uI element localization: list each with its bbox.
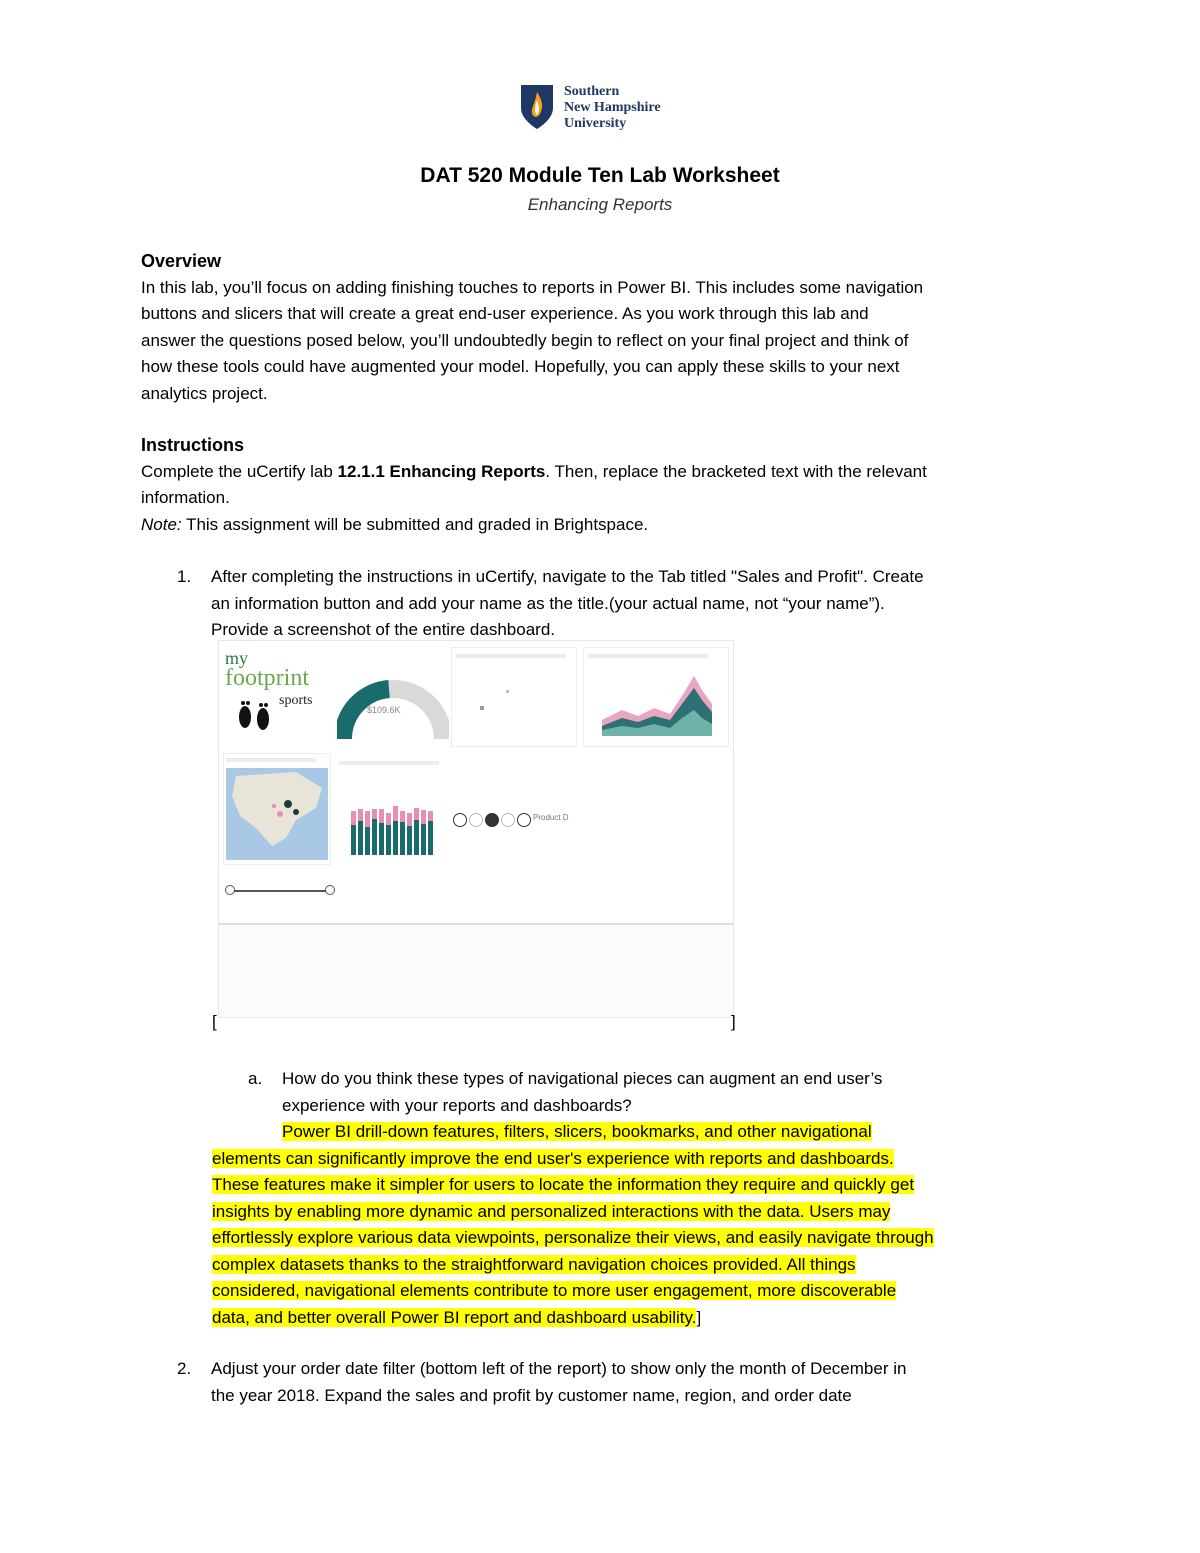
instructions-heading: Instructions xyxy=(141,435,245,455)
close-bracket: ] xyxy=(731,1012,736,1031)
slicer-button[interactable] xyxy=(501,813,515,827)
question-line: the year 2018. Expand the sales and profit by customer name, region, and order date xyxy=(211,1385,852,1405)
footprint-logo-my: my xyxy=(225,648,249,668)
instructions-line xyxy=(141,459,1071,486)
slider-track xyxy=(229,890,329,892)
overview-line: In this lab, you’ll focus on adding finishing touches to reports in Power BI. This includes some navigation xyxy=(141,277,924,297)
overview-line: answer the questions posed below, you’ll undoubtedly begin to reflect on your final project and think of xyxy=(141,330,909,350)
instructions-text: . Then, replace the bracketed text with the relevant xyxy=(545,461,927,481)
north-america-map xyxy=(226,768,328,860)
answer-line xyxy=(212,1225,1072,1252)
slicer-button[interactable] xyxy=(485,813,499,827)
logo-line-2: New Hampshire xyxy=(564,100,661,115)
gauge-value: $109.6K xyxy=(367,705,401,715)
bar-segment xyxy=(358,809,363,821)
bar-segment xyxy=(414,808,419,820)
overview-line: how these tools could have augmented your model. Hopefully, you can apply these skills to your next xyxy=(141,357,900,376)
answer-highlight: elements can significantly improve the end user's experience with reports and dashboards. xyxy=(212,1148,894,1168)
question-line: an information button and add your name as the title.(your actual name, not “your name”). xyxy=(211,593,885,613)
question-line: Adjust your order date filter (bottom left of the report) to show only the month of December in xyxy=(211,1359,907,1378)
overview-line: buttons and slicers that will create a great end-user experience. As you work through this lab and xyxy=(141,304,869,323)
answer-highlight: considered, navigational elements contribute to more user engagement, more discoverable xyxy=(212,1281,897,1300)
page-title: DAT 520 Module Ten Lab Worksheet xyxy=(420,164,780,187)
answer-text[interactable] xyxy=(212,1119,1072,1331)
scatter-point xyxy=(506,690,509,693)
bar-segment xyxy=(421,824,426,855)
note-label: Note: xyxy=(141,514,182,534)
question-number: 2. xyxy=(177,1359,192,1378)
footprint-logo xyxy=(225,649,335,735)
footprint-logo-word: footprint xyxy=(225,665,309,691)
scatter-panel xyxy=(451,647,577,747)
logo-wordmark xyxy=(564,84,661,132)
answer-line xyxy=(212,1146,1072,1173)
bar-segment xyxy=(372,809,377,819)
footprint-logo-sports: sports xyxy=(279,693,313,708)
overview-heading: Overview xyxy=(141,251,222,271)
logo-line-3: University xyxy=(564,116,627,131)
date-slider[interactable] xyxy=(229,885,329,897)
dashboard-screenshot xyxy=(218,640,734,1018)
answer-line xyxy=(212,1252,1072,1279)
bar-segment xyxy=(379,809,384,823)
slicer-buttons xyxy=(453,813,593,833)
bar-segment xyxy=(372,819,377,855)
bar-segment xyxy=(400,822,405,855)
question-line: How do you think these types of navigational pieces can augment an end user’s xyxy=(282,1069,883,1088)
question-number: 1. xyxy=(177,567,192,586)
slicer-label: Product D xyxy=(533,813,569,822)
bar-segment xyxy=(400,811,405,822)
map-panel xyxy=(223,753,331,865)
bar-segment xyxy=(379,823,384,855)
question-line: experience with your reports and dashboards? xyxy=(282,1095,632,1115)
scatter-point xyxy=(480,706,484,710)
answer-line xyxy=(212,1172,1072,1199)
bar-segment xyxy=(386,813,391,825)
question-2 xyxy=(141,1356,1081,1416)
bar-segment xyxy=(407,813,412,826)
stacked-bar-chart xyxy=(349,789,439,855)
question-text xyxy=(211,564,1091,644)
overview-line: analytics project. xyxy=(141,383,268,403)
question-letter: a. xyxy=(248,1069,263,1088)
open-bracket: [ xyxy=(212,1012,217,1031)
slicer-button[interactable] xyxy=(453,813,467,827)
bar-segment xyxy=(428,811,433,821)
bar-chart-panel xyxy=(339,759,443,871)
slider-handle-start[interactable] xyxy=(225,885,235,895)
answer-highlight: effortlessly explore various data viewpoints, personalize their views, and easily navigate through xyxy=(212,1228,934,1247)
question-line: Provide a screenshot of the entire dashboard. xyxy=(211,620,555,639)
answer-highlight: data, and better overall Power BI report and dashboard usability. xyxy=(212,1307,697,1327)
close-bracket: ] xyxy=(696,1307,702,1327)
panel-header-bar xyxy=(456,654,566,658)
overview-section xyxy=(141,248,1071,407)
bar-segment xyxy=(358,821,363,855)
note-text: This assignment will be submitted and graded in Brightspace. xyxy=(181,514,649,534)
lab-reference: 12.1.1 Enhancing Reports xyxy=(337,461,546,481)
slicer-button[interactable] xyxy=(517,813,531,827)
note-line xyxy=(141,512,1071,539)
instructions-line: information. xyxy=(141,488,230,507)
panel-header-bar xyxy=(588,654,708,658)
answer-line xyxy=(212,1305,1072,1332)
bar-segment xyxy=(407,826,412,855)
bar-segment xyxy=(393,821,398,855)
bar-segment xyxy=(414,820,419,855)
page-subtitle: Enhancing Reports xyxy=(527,195,673,214)
bar-segment xyxy=(365,811,370,827)
panel-header-bar xyxy=(339,761,439,765)
answer-line xyxy=(212,1278,1072,1305)
bar-segment xyxy=(421,810,426,824)
area-chart xyxy=(602,670,712,736)
panel-header-bar xyxy=(226,758,316,762)
bar-segment xyxy=(351,811,356,825)
bar-segment xyxy=(365,827,370,855)
answer-highlight: These features make it simpler for users to locate the information they require and quickly get xyxy=(212,1175,915,1194)
instructions-text: Complete the uCertify lab xyxy=(141,461,338,481)
bar-segment xyxy=(386,825,391,855)
shield-flame-icon xyxy=(520,84,554,130)
answer-highlight: complex datasets thanks to the straightforward navigation choices provided. All things xyxy=(212,1254,856,1274)
slider-handle-end[interactable] xyxy=(325,885,335,895)
logo-line-1: Southern xyxy=(564,84,620,99)
map xyxy=(226,768,328,860)
bar-segment xyxy=(428,821,433,855)
question-text xyxy=(211,1356,1091,1409)
answer-highlight: Power BI drill-down features, filters, slicers, bookmarks, and other navigational xyxy=(282,1122,872,1141)
area-chart-panel xyxy=(583,647,729,747)
university-logo xyxy=(520,84,700,134)
instructions-section xyxy=(141,432,1071,538)
bar-segment xyxy=(393,806,398,821)
question-line: After completing the instructions in uCertify, navigate to the Tab titled "Sales and Profit". Create xyxy=(211,567,924,586)
answer-line xyxy=(212,1119,1072,1146)
answer-highlight: insights by enabling more dynamic and personalized interactions with the data. Users may xyxy=(212,1201,891,1221)
answer-line xyxy=(212,1199,1072,1226)
slicer-button[interactable] xyxy=(469,813,483,827)
bar-segment xyxy=(351,825,356,855)
dashboard-lower-area xyxy=(219,923,733,1018)
footprints-icon xyxy=(233,699,277,735)
question-text xyxy=(282,1066,1062,1119)
question-1 xyxy=(141,564,1081,644)
